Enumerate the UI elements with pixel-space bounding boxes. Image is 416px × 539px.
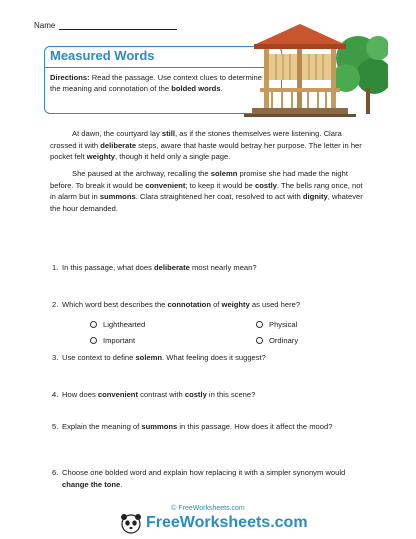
option-lighthearted[interactable]: Lighthearted	[90, 320, 145, 329]
question-2: 2. Which word best describes the connotation of weighty as used here?	[52, 300, 301, 309]
question-3: 3. Use context to define solemn. What feeling does it suggest?	[52, 353, 266, 362]
passage-paragraph-1: At dawn, the courtyard lay still, as if the stones themselves were listening. Clara crossed it with deliberate steps, aware that haste would betray her purpose. The letter in her pocket felt weighty, though it held only a single page.	[50, 129, 362, 161]
bold-word-deliberate: deliberate	[100, 140, 137, 150]
bold-word-dignity: dignity	[302, 192, 328, 201]
question-number: 5.	[52, 422, 59, 431]
bold-word-solemn: solemn	[210, 169, 238, 178]
question-number: 1.	[52, 263, 59, 272]
question-number: 6.	[52, 468, 59, 477]
radio-circle-icon[interactable]	[256, 337, 263, 344]
question-5: 5. Explain the meaning of summons in this passage. How does it affect the mood?	[52, 422, 333, 431]
question-1: 1. In this passage, what does deliberate most nearly mean?	[52, 263, 257, 272]
directions-label: Directions:	[50, 73, 90, 82]
option-important[interactable]: Important	[90, 336, 135, 345]
radio-circle-icon[interactable]	[90, 321, 97, 328]
option-ordinary[interactable]: Ordinary	[256, 336, 298, 345]
brand-name: FreeWorksheets.com	[146, 514, 308, 531]
bold-word-convenient: convenient	[145, 180, 186, 190]
question-number: 3.	[52, 353, 59, 362]
directions: Directions: Read the passage. Use context clues to determine the meaning and connotation of the bolded words.	[50, 73, 262, 93]
name-line[interactable]	[59, 20, 177, 30]
radio-circle-icon[interactable]	[90, 337, 97, 344]
passage-paragraph-2: She paused at the archway, recalling the solemn promise she had made the night before. To break it would be convenient; to keep it would be costly. The bells rang once, not in alarm but in summons. Clara straightened her coat, resolved to act with dignity, whatever the hour demanded.	[50, 169, 363, 213]
question-4: 4. How does convenient contrast with costly in this scene?	[52, 390, 256, 399]
radio-circle-icon[interactable]	[256, 321, 263, 328]
gazebo-illustration	[238, 18, 388, 118]
question-number: 4.	[52, 390, 59, 399]
name-label: Name	[34, 21, 56, 30]
bold-word-weighty: weighty	[86, 152, 116, 161]
footer-brand[interactable]	[120, 512, 308, 534]
directions-text: Read the passage. Use context clues to determine the meaning and connotation of the	[50, 73, 262, 93]
bold-word-costly: costly	[255, 180, 277, 190]
panda-logo-icon	[120, 512, 142, 534]
footer-url[interactable]: © FreeWorksheets.com	[171, 505, 245, 512]
directions-bold: bolded words	[171, 84, 221, 93]
name-field-row	[34, 20, 177, 30]
option-physical[interactable]: Physical	[256, 320, 297, 329]
question-number: 2.	[52, 300, 59, 309]
bold-word-summons: summons	[99, 192, 136, 201]
page-title: Measured Words	[50, 48, 155, 63]
bold-word-still: still	[161, 129, 175, 138]
question-6: 6. Choose one bolded word and explain how replacing it with a simpler synonym would change the tone.	[52, 468, 346, 489]
